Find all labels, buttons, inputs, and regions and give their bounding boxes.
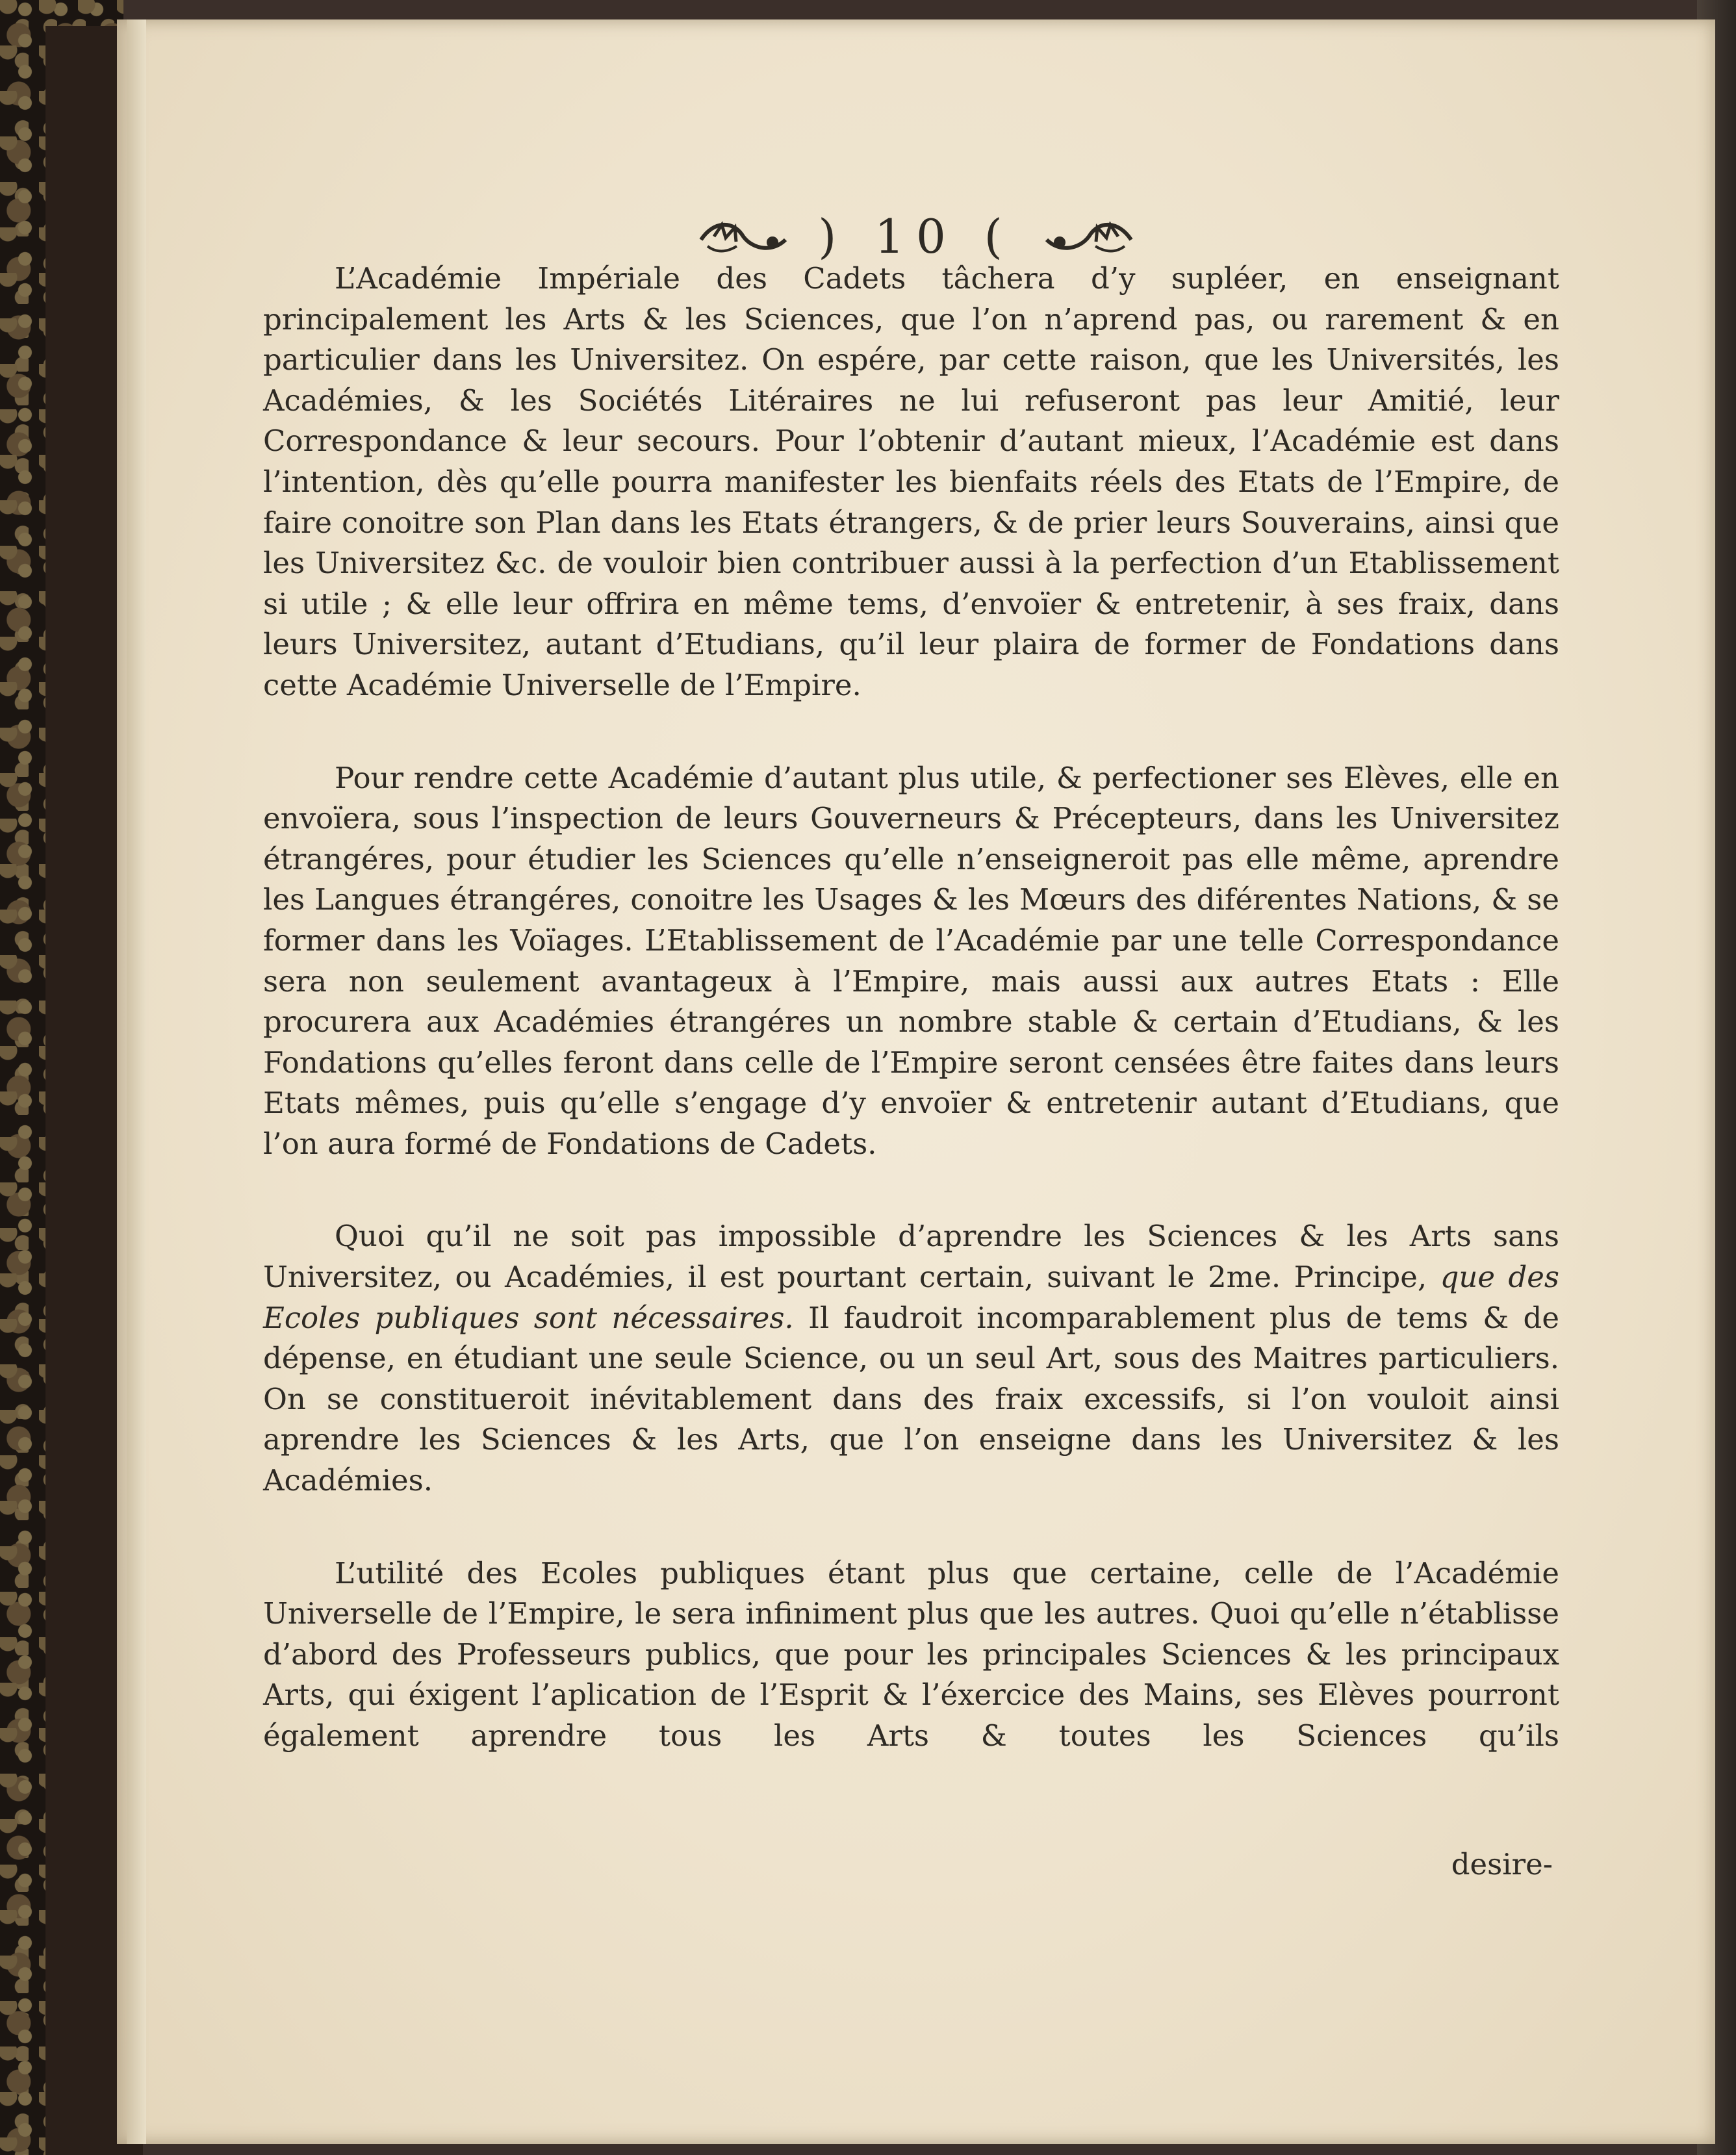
paragraph-3 bbox=[263, 1216, 1559, 1501]
paragraph-3-part-2: Il faudroit incomparablement plus de tems & de dépense, en étudiant une seule Science, ou un seul Art, sous des Maitres particuliers. On se constitueroit inévitablement dans des fraix excessifs, si l’on vouloit ainsi aprendre les Sciences & les Arts, que l’on enseigne dans les Universitez & les Académies. bbox=[263, 1300, 1559, 1498]
page-header bbox=[117, 209, 1715, 264]
left-fleuron-icon bbox=[695, 214, 792, 259]
right-fleuron-icon bbox=[1040, 214, 1138, 259]
paragraph-3-part-1: Quoi qu’il ne soit pas impossible d’aprendre les Sciences & les Arts sans Universitez, ou Académies, il est pourtant certain, suivant le 2me. Principe, bbox=[263, 1219, 1559, 1295]
paragraph-3-italic: que des Ecoles publiques sont nécessaires. bbox=[263, 1260, 1559, 1335]
page-gutter-shadow bbox=[127, 19, 146, 2144]
body-text bbox=[263, 259, 1559, 1757]
paragraph-2: Pour rendre cette Académie d’autant plus utile, & perfectioner ses Elèves, elle en envoïera, sous l’inspection de leurs Gouverneurs & Précepteurs, dans les Universitez étrangéres, pour étudier les Sciences qu’elle n’enseigneroit pas elle même, aprendre les Langues étrangéres, conoitre les Usages & les Mœurs des diférentes Nations, & se former dans les Voïages. L’Etablissement de l’Académie par une telle Correspondance sera non seulement avantageux à l’Empire, mais aussi aux autres Etats : Elle procurera aux Académies étrangéres un nombre stable & certain d’Etudians, & les Fondations qu’elles feront dans celle de l’Empire seront censées être faites dans leurs Etats mêmes, puis qu’elle s’engage d’y envoïer & entretenir autant d’Etudians, que l’on aura formé de Fondations de Cadets. bbox=[263, 760, 1559, 1161]
paragraph-1: L’Académie Impériale des Cadets tâchera d’y supléer, en enseignant principalement les Arts & les Sciences, que l’on n’aprend pas, ou rarement & en particulier dans les Universitez. On espére, par cette raison, que les Universités, les Académies, & les Sociétés Litéraires ne lui refuseront pas leur Amitié, leur Correspondance & leur secours. Pour l’obtenir d’autant mieux, l’Académie est dans l’intention, dès qu’elle pourra manifester les bienfaits réels des Etats de l’Empire, de faire conoitre son Plan dans les Etats étrangers, & de prier leurs Souverains, ainsi que les Universitez &c. de vouloir bien contribuer aussi à la perfection d’un Etablissement si utile ; & elle leur offrira en même tems, d’envoïer & entretenir, à ses fraix, dans leurs Universitez, autant d’Etudians, qu’il leur plaira de former de Fondations dans cette Académie Universelle de l’Empire. bbox=[263, 261, 1559, 702]
catchword: desire- bbox=[1451, 1847, 1553, 1881]
page-number: ) 10 ( bbox=[818, 209, 1014, 264]
paragraph-4: L’utilité des Ecoles publiques étant plus que certaine, celle de l’Académie Universelle de l’Empire, le sera infiniment plus que les autres. Quoi qu’elle n’établisse d’abord des Professeurs publics, que pour les principales Sciences & les principaux Arts, qui éxigent l’aplication de l’Esprit & l’éxercice des Mains, ses Elèves pourront également aprendre tous les Arts & toutes les Sciences qu’ils bbox=[263, 1555, 1559, 1753]
